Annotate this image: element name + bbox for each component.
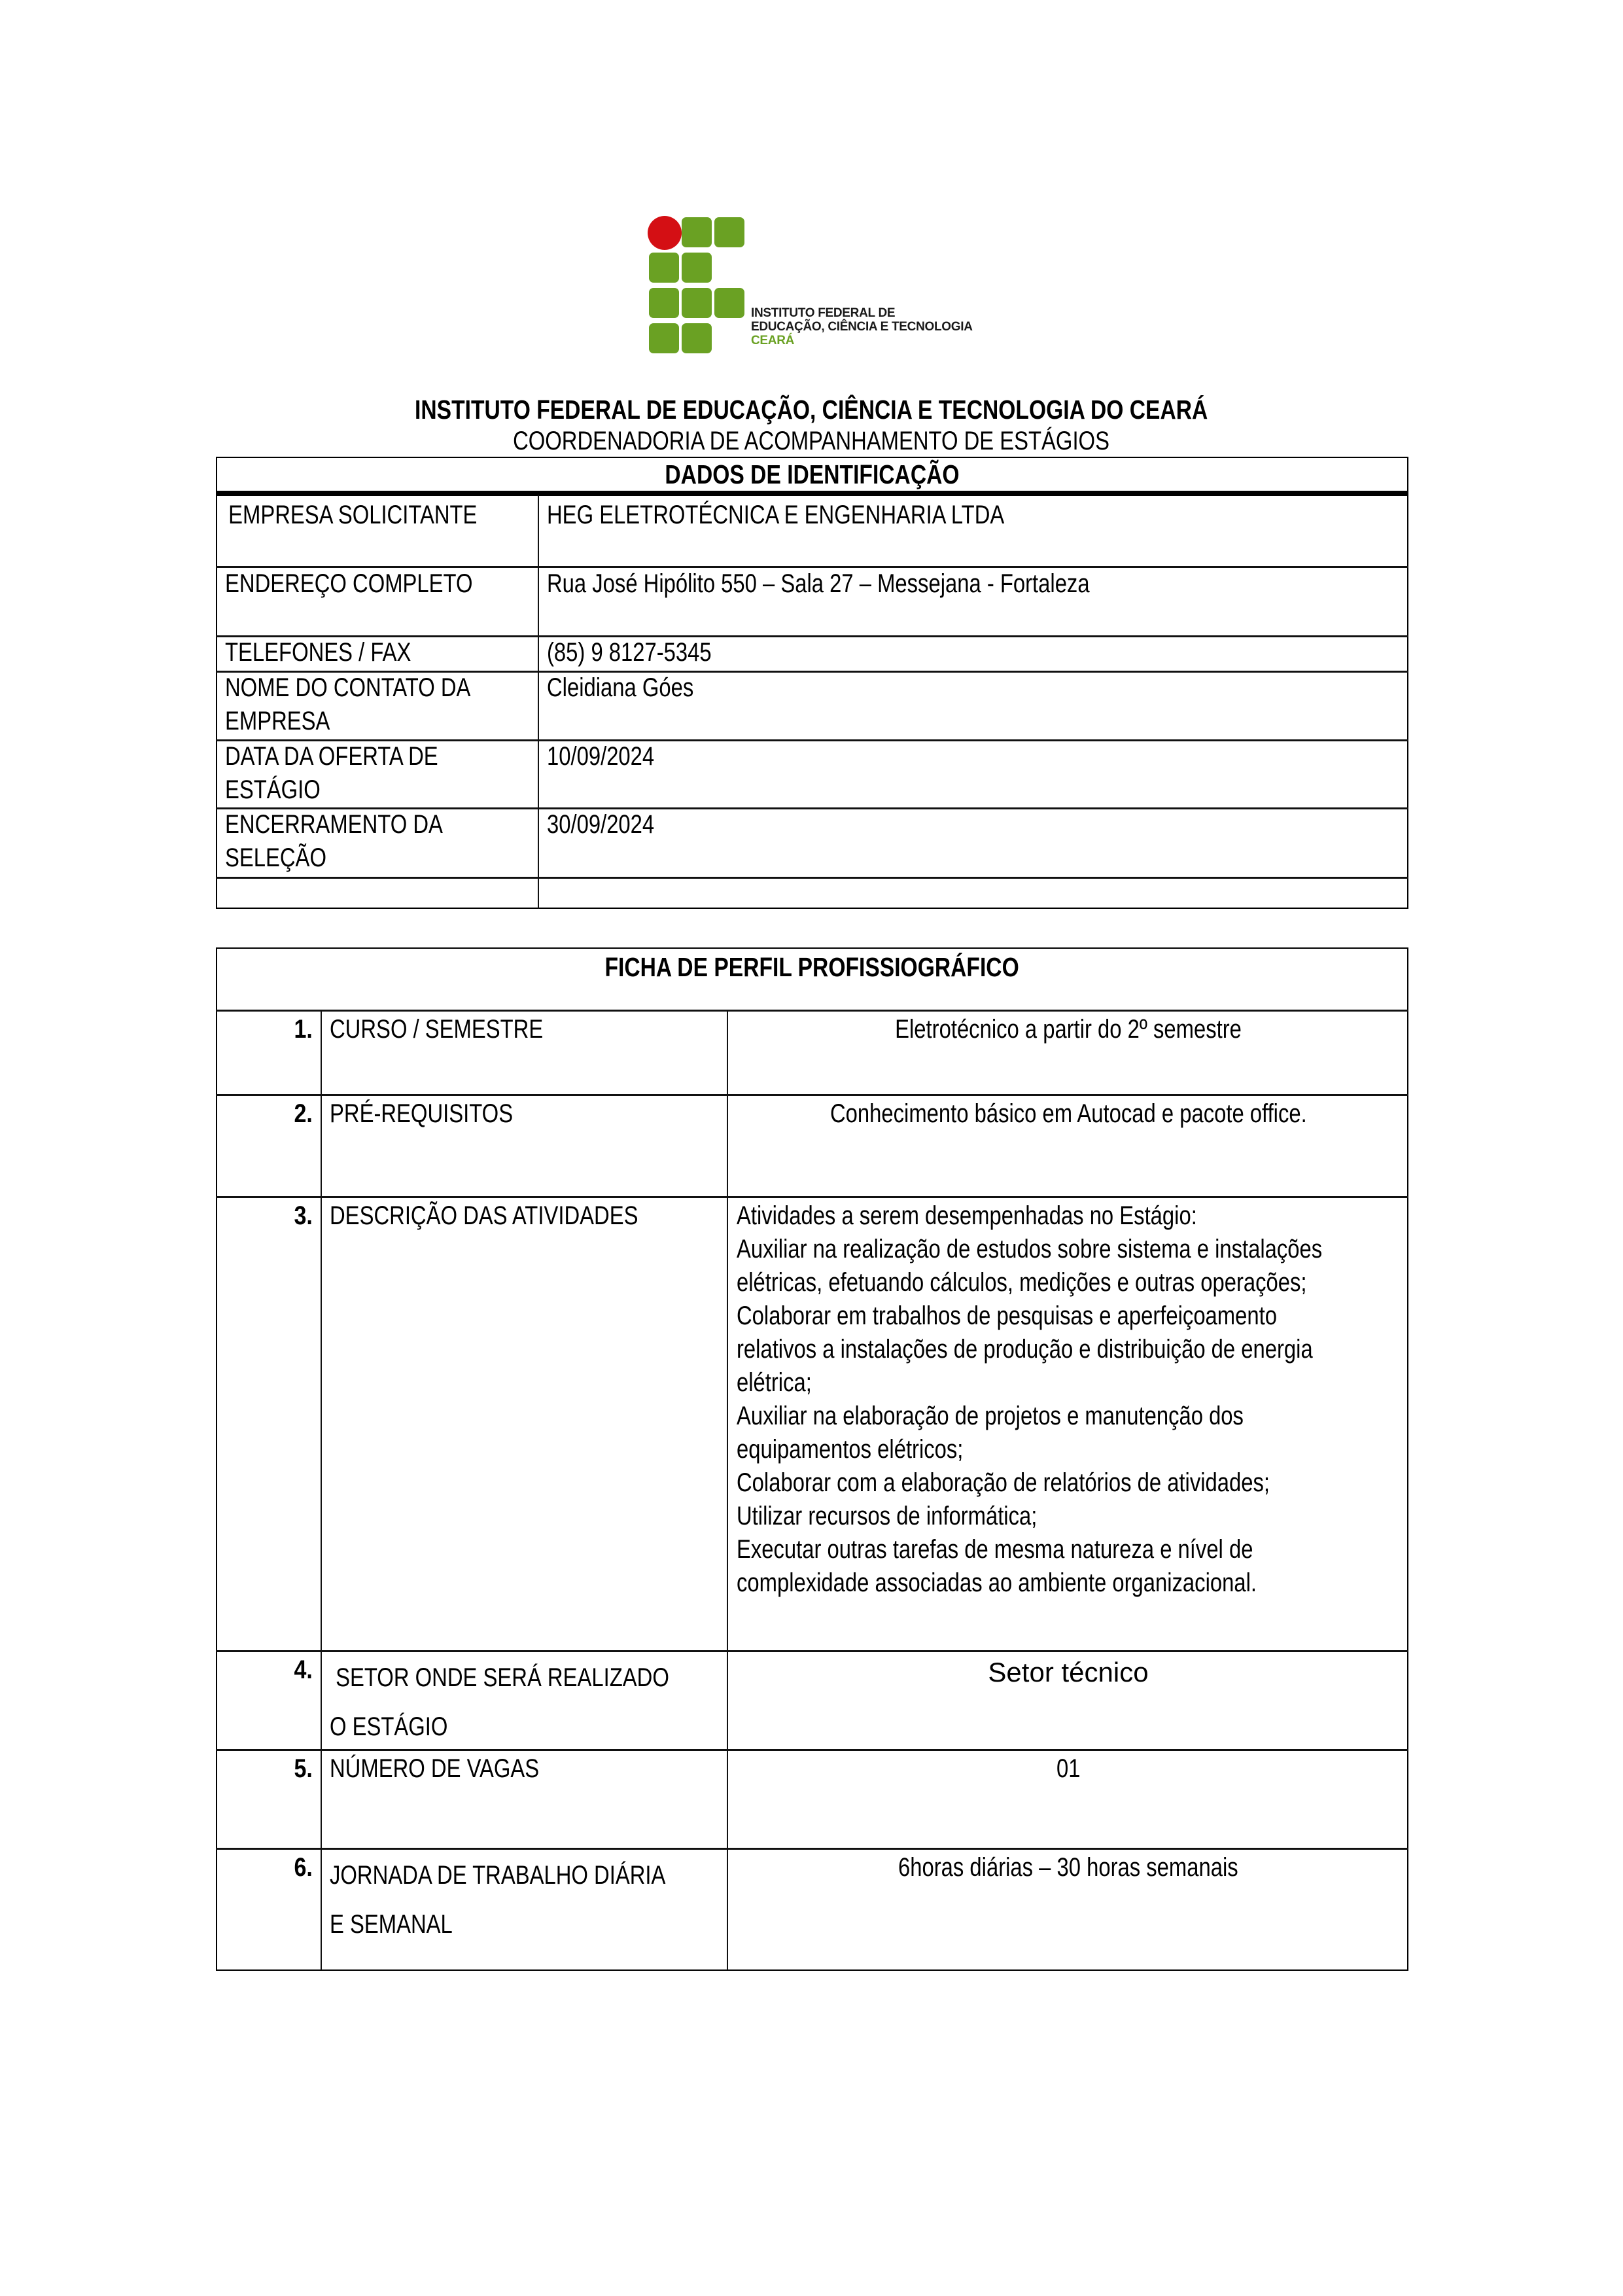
logo-square [714,288,744,318]
profile-heading [216,950,1408,984]
activity-line: relativos a instalações de produção e distribuição de energia [737,1335,1313,1364]
workload-label-line: JORNADA DE TRABALHO DIÁRIA [330,1861,666,1890]
profile-row-label [330,1097,553,1131]
sector-label-line: SETOR ONDE SERÁ REALIZADO [330,1663,669,1692]
field-value [547,567,1209,601]
profile-row-value [728,1655,1408,1689]
field-value [547,499,1105,532]
row-number-text: 2. [294,1099,313,1128]
logo-text-line1: INSTITUTO FEDERAL DE [751,306,896,320]
identification-row-empty [225,878,532,907]
activity-line: Atividades a serem desempenhadas no Estágio: [737,1201,1197,1230]
activity-line: equipamentos elétricos; [737,1435,964,1464]
field-label-line: NOME DO CONTATO DA [225,673,471,702]
row-number-text: 6. [294,1853,313,1882]
profile-row-label [330,1013,590,1046]
activities-label: DESCRIÇÃO DAS ATIVIDADES [330,1201,638,1230]
prerequisites-label: PRÉ-REQUISITOS [330,1099,514,1128]
sector-label-line: O ESTÁGIO [330,1712,448,1741]
field-label-line: EMPRESA [225,707,330,735]
logo-red-dot [648,216,682,250]
row-divider [216,1848,1408,1850]
profile-row-number [216,1199,314,1233]
selection-end-date: 30/09/2024 [547,810,655,839]
company-address: Rua José Hipólito 550 – Sala 27 – Messejana - Fortaleza [547,569,1090,598]
row-divider [216,1196,1408,1198]
activity-line: Utilizar recursos de informática; [737,1502,1038,1530]
vacancies-value: 01 [1056,1754,1081,1783]
sector-value: Setor técnico [988,1657,1149,1687]
field-label-line: SELEÇÃO [225,843,326,872]
field-value [547,740,678,773]
field-label-line: ESTÁGIO [225,775,321,804]
field-value [547,636,748,669]
profile-row-number [216,1752,314,1786]
activity-line: Auxiliar na elaboração de projetos e manutenção dos [737,1402,1244,1430]
activity-line: Auxiliar na realização de estudos sobre sistema e instalações [737,1235,1323,1263]
department-subtitle [0,427,1623,456]
profile-row-number [216,1013,314,1046]
column-divider [538,495,539,909]
offer-date: 10/09/2024 [547,742,655,771]
row-number-text: 1. [294,1015,313,1044]
workload-label-line: E SEMANAL [330,1910,453,1939]
field-value [547,808,678,841]
activity-line: Executar outras tarefas de mesma natureza e nível de [737,1535,1253,1564]
row-number-text: 3. [294,1201,313,1230]
profile-row-number [216,1097,314,1131]
number-column-divider [321,1011,322,1970]
logo-text-line3: CEARÁ [751,334,795,347]
profile-row-label [330,1851,739,1949]
logo-square [649,253,679,283]
profile-row-value [728,1013,1408,1046]
course-label: CURSO / SEMESTRE [330,1015,544,1044]
logo-square [682,323,712,353]
logo-square [682,217,712,247]
logo-square [649,323,679,353]
profile-row-value [728,1097,1408,1131]
institution-title [0,395,1623,425]
field-value [547,671,726,705]
ifce-logo [648,216,988,363]
row-divider [216,1094,1408,1096]
profile-row-label [330,1199,706,1233]
contact-name: Cleidiana Góes [547,673,694,702]
row-number-text: 5. [294,1754,313,1783]
logo-text-line2: EDUCAÇÃO, CIÊNCIA E TECNOLOGIA [751,320,973,334]
identification-row [225,636,452,669]
activity-line: complexidade associadas ao ambiente organizacional. [737,1568,1257,1597]
activity-line: elétricas, efetuando cálculos, medições e outras operações; [737,1268,1307,1297]
identification-row [225,671,525,738]
identification-row [225,567,527,601]
company-name: HEG ELETROTÉCNICA E ENGENHARIA LTDA [547,501,1005,529]
logo-square [714,217,744,247]
institution-title-text: INSTITUTO FEDERAL DE EDUCAÇÃO, CIÊNCIA E TECNOLOGIA DO CEARÁ [415,395,1208,425]
row-divider [216,1650,1408,1652]
logo-square [682,253,712,283]
activity-line: Colaborar com a elaboração de relatórios de atividades; [737,1468,1270,1497]
field-label-line: ENCERRAMENTO DA [225,810,443,839]
field-label: ENDEREÇO COMPLETO [225,569,473,598]
identification-heading-text: DADOS DE IDENTIFICAÇÃO [665,459,960,489]
row-number-text: 4. [294,1655,313,1684]
logo-wordmark [751,306,973,347]
activities-description [737,1199,1451,1600]
field-label-line: DATA DA OFERTA DE [225,742,438,771]
divider-thick [216,491,1408,496]
logo-square [649,288,679,318]
profile-row-number [216,1851,314,1884]
identification-row [225,808,491,875]
course-value: Eletrotécnico a partir do 2º semestre [895,1015,1242,1044]
vacancies-label: NÚMERO DE VAGAS [330,1754,540,1783]
identification-row [225,740,485,807]
department-subtitle-text: COORDENADORIA DE ACOMPANHAMENTO DE ESTÁGIOS [513,427,1110,455]
field-label: TELEFONES / FAX [225,638,411,667]
company-phone: (85) 9 8127-5345 [547,638,712,667]
profile-row-label [330,1653,744,1752]
activity-line: elétrica; [737,1368,812,1397]
profile-row-value [728,1851,1408,1884]
field-label: EMPRESA SOLICITANTE [222,501,478,529]
row-divider [216,1010,1408,1012]
workload-value: 6horas diárias – 30 horas semanais [898,1853,1238,1882]
identification-row [222,499,533,532]
activity-line: Colaborar em trabalhos de pesquisas e aperfeiçoamento [737,1301,1277,1330]
logo-square [682,288,712,318]
identification-heading [216,458,1408,491]
profile-row-number [216,1653,314,1687]
profile-row-label [330,1752,585,1786]
value-column-divider [727,1011,728,1970]
prerequisites-value: Conhecimento básico em Autocad e pacote office. [829,1099,1307,1128]
profile-row-value [728,1752,1408,1786]
profile-heading-text: FICHA DE PERFIL PROFISSIOGRÁFICO [604,952,1020,982]
